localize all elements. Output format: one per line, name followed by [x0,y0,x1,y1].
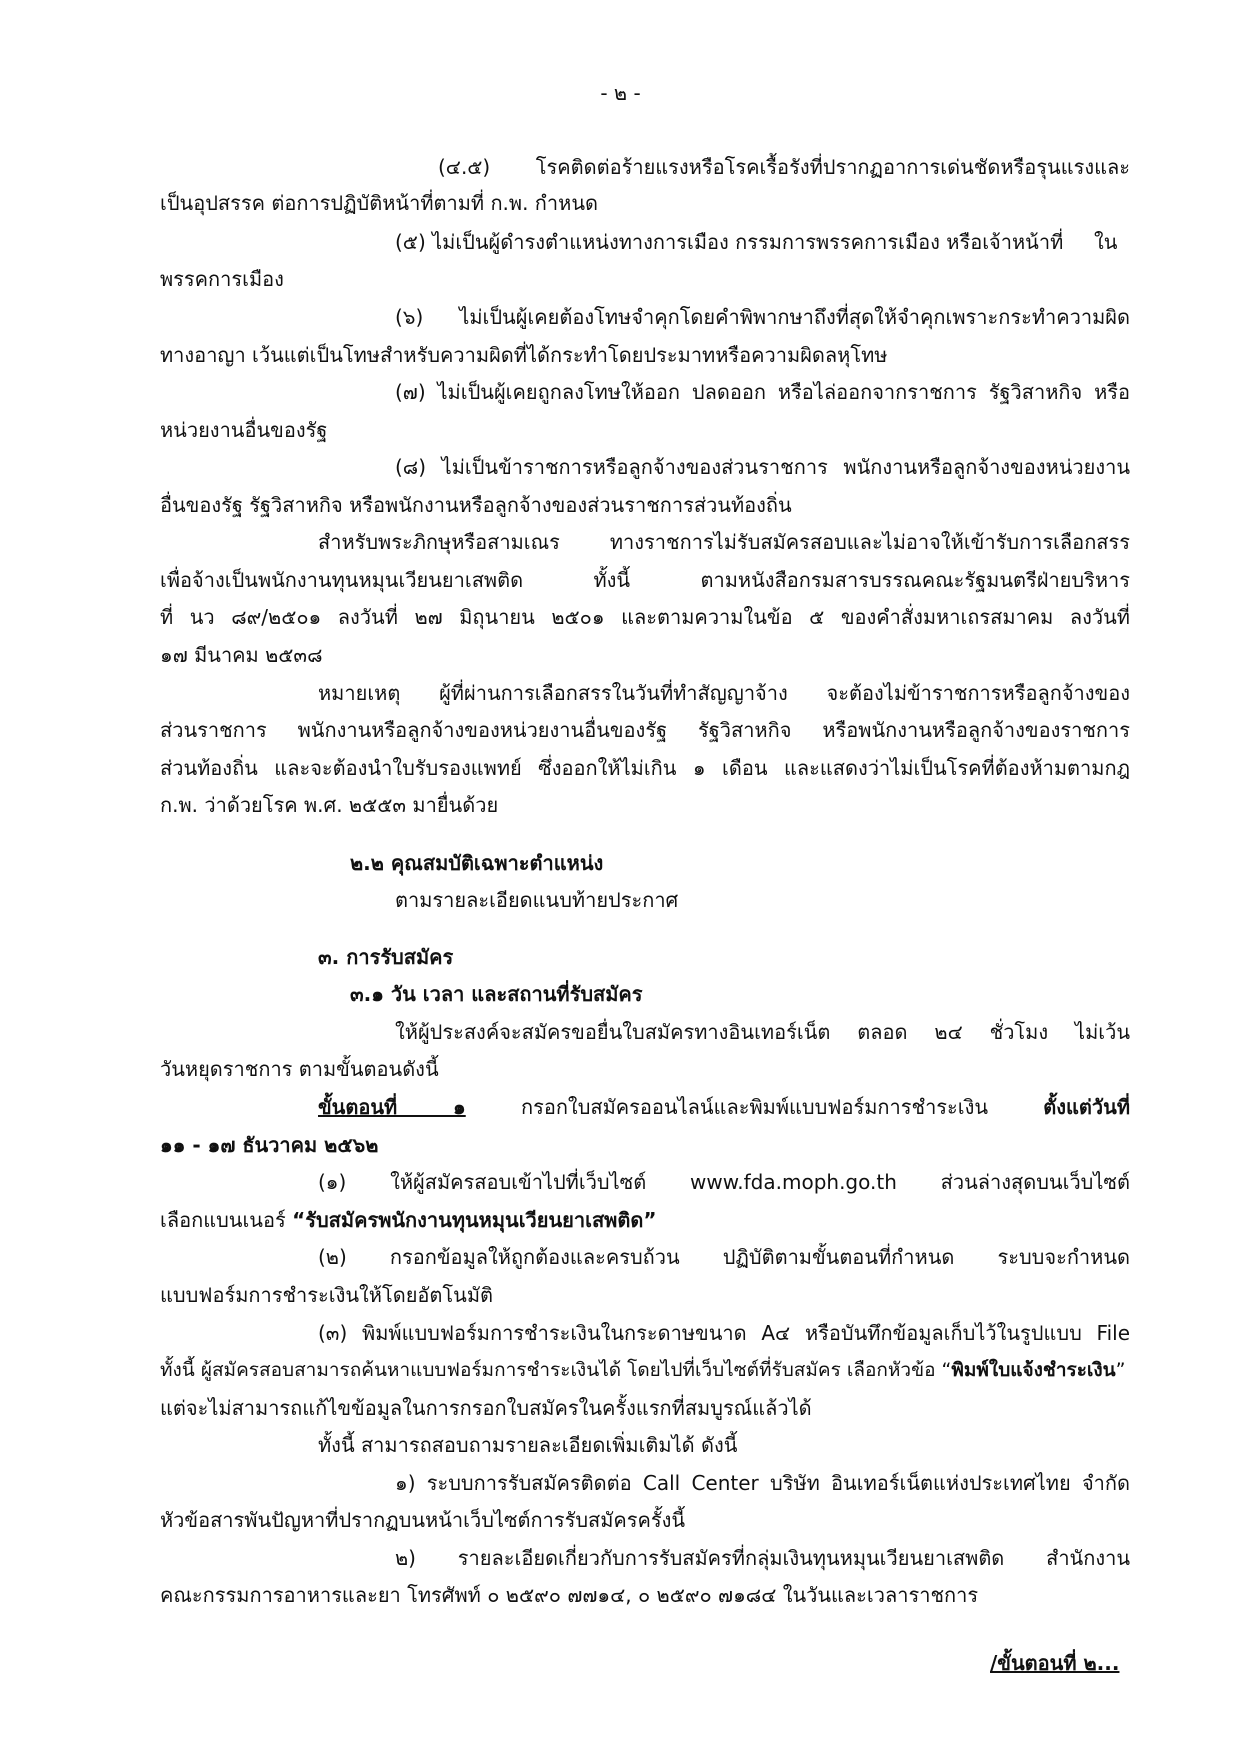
paragraph-line: (๔.๕) โรคติดต่อร้ายแรงหรือโรคเรื้อรังที่ปรากฏอาการเด่นชัดหรือรุนแรงและ [438,155,1130,179]
payment-topic-name: พิมพ์ใบแจ้งชำระเงิน [951,1359,1116,1381]
paragraph-line: ๑) ระบบการรับสมัครติดต่อ Call Center บริษัท อินเทอร์เน็ตแห่งประเทศไทย จำกัด [395,1471,1130,1495]
step-1-label: ขั้นตอนที่ ๑ [318,1095,466,1119]
paragraph-line: ส่วนท้องถิ่น และจะต้องนำใบรับรองแพทย์ ซึ่งออกให้ไม่เกิน ๑ เดือน และแสดงว่าไม่เป็นโรคที่ต้องห้ามตามกฎ [160,756,1130,780]
paragraph-line: แบบฟอร์มการชำระเงินให้โดยอัตโนมัติ [160,1283,494,1307]
step-1-date-label: ตั้งแต่วันที่ [1043,1095,1130,1119]
paragraph-line: (๖) ไม่เป็นผู้เคยต้องโทษจำคุกโดยคำพิพากษาถึงที่สุดให้จำคุกเพราะกระทำความผิด [395,305,1130,329]
paragraph-line: เพื่อจ้างเป็นพนักงานทุนหมุนเวียนยาเสพติด ทั้งนี้ ตามหนังสือกรมสารบรรณคณะรัฐมนตรีฝ่ายบริหาร [160,568,1130,592]
banner-instruction-line [160,1205,656,1235]
paragraph-line: คณะกรรมการอาหารและยา โทรศัพท์ ๐ ๒๕๙๐ ๗๗๑๔, ๐ ๒๕๙๐ ๗๑๘๔ ในวันและเวลาราชการ [160,1583,979,1607]
section-heading-3: ๓. การรับสมัคร [318,945,454,969]
page-number: - ๒ - [600,81,641,105]
section-heading-2-2: ๒.๒ คุณสมบัติเฉพาะตำแหน่ง [350,851,604,875]
paragraph-line: ส่วนราชการ พนักงานหรือลูกจ้างของหน่วยงานอื่นของรัฐ รัฐวิสาหกิจ หรือพนักงานหรือลูกจ้างของราชการ [160,718,1130,742]
paragraph-line: (๑) ให้ผู้สมัครสอบเข้าไปที่เว็บไซต์ www.fda.moph.go.th ส่วนล่างสุดบนเว็บไซต์ [318,1170,1130,1194]
payment-topic-line [160,1355,1126,1385]
next-page-marker: /ขั้นตอนที่ ๒... [990,1651,1120,1675]
banner-name: “รับสมัครพนักงานทุนหมุนเวียนยาเสพติด” [292,1208,657,1232]
paragraph-line: แต่จะไม่สามารถแก้ไขข้อมูลในการกรอกใบสมัครในครั้งแรกที่สมบูรณ์แล้วได้ [160,1396,812,1420]
step-1-text: กรอกใบสมัครออนไลน์และพิมพ์แบบฟอร์มการชำระเงิน [465,1095,1044,1119]
paragraph-line: หมายเหตุ ผู้ที่ผ่านการเลือกสรรในวันที่ทำสัญญาจ้าง จะต้องไม่ข้าราชการหรือลูกจ้างของ [318,681,1130,705]
paragraph-line: ทางอาญา เว้นแต่เป็นโทษสำหรับความผิดที่ได้กระทำโดยประมาทหรือความผิดลหุโทษ [160,343,888,367]
paragraph-line: (๒) กรอกข้อมูลให้ถูกต้องและครบถ้วน ปฏิบัติตามขั้นตอนที่กำหนด ระบบจะกำหนด [318,1245,1130,1269]
paragraph-line: ๑๗ มีนาคม ๒๕๓๘ [160,643,323,667]
paragraph-line: ที่ นว ๘๙/๒๕๐๑ ลงวันที่ ๒๗ มิถุนายน ๒๕๐๑ และตามความในข้อ ๕ ของคำสั่งมหาเถรสมาคม ลงวันที่ [160,605,1130,629]
paragraph-line: ตามรายละเอียดแนบท้ายประกาศ [395,888,679,912]
paragraph-line: ให้ผู้ประสงค์จะสมัครขอยื่นใบสมัครทางอินเทอร์เน็ต ตลอด ๒๔ ชั่วโมง ไม่เว้น [395,1020,1130,1044]
paragraph-line: ๒) รายละเอียดเกี่ยวกับการรับสมัครที่กลุ่มเงินทุนหมุนเวียนยาเสพติด สำนักงาน [395,1546,1130,1570]
step-1-date-range: ๑๑ - ๑๗ ธันวาคม ๒๕๖๒ [160,1133,379,1157]
paragraph-line: วันหยุดราชการ ตามขั้นตอนดังนี้ [160,1057,439,1081]
paragraph-line: (๘) ไม่เป็นข้าราชการหรือลูกจ้างของส่วนราชการ พนักงานหรือลูกจ้างของหน่วยงาน [395,455,1130,479]
banner-instruction-text: เลือกแบนเนอร์ [160,1208,293,1232]
paragraph-line: หน่วยงานอื่นของรัฐ [160,418,328,442]
paragraph-line: ใน [1094,230,1118,254]
paragraph-line: (๗) ไม่เป็นผู้เคยถูกลงโทษให้ออก ปลดออก หรือไล่ออกจากราชการ รัฐวิสาหกิจ หรือ [395,380,1130,404]
paragraph-line: พรรคการเมือง [160,267,284,291]
paragraph-line: ทั้งนี้ สามารถสอบถามรายละเอียดเพิ่มเติมได้ ดังนี้ [318,1433,738,1457]
paragraph-line: สำหรับพระภิกษุหรือสามเณร ทางราชการไม่รับสมัครสอบและไม่อาจให้เข้ารับการเลือกสรร [318,530,1130,554]
paragraph-line: (๕) ไม่เป็นผู้ดำรงตำแหน่งทางการเมือง กรรมการพรรคการเมือง หรือเจ้าหน้าที่ [395,230,1064,254]
section-heading-3-1: ๓.๑ วัน เวลา และสถานที่รับสมัคร [350,982,643,1006]
payment-topic-text: ทั้งนี้ ผู้สมัครสอบสามารถค้นหาแบบฟอร์มการชำระเงินได้ โดยไปที่เว็บไซต์ที่รับสมัคร เลือกหัวข้อ “ [160,1359,952,1381]
step-1-line [318,1092,1130,1122]
paragraph-line: อื่นของรัฐ รัฐวิสาหกิจ หรือพนักงานหรือลูกจ้างของส่วนราชการส่วนท้องถิ่น [160,493,792,517]
paragraph-line: เป็นอุปสรรค ต่อการปฏิบัติหน้าที่ตามที่ ก.พ. กำหนด [160,191,598,215]
payment-topic-close-quote: ” [1115,1359,1126,1381]
paragraph-line: ก.พ. ว่าด้วยโรค พ.ศ. ๒๕๕๓ มายื่นด้วย [160,793,499,817]
paragraph-line: หัวข้อสารพันปัญหาที่ปรากฏบนหน้าเว็บไซต์การรับสมัครครั้งนี้ [160,1508,686,1532]
paragraph-line: (๓) พิมพ์แบบฟอร์มการชำระเงินในกระดาษขนาด A๔ หรือบันทึกข้อมูลเก็บไว้ในรูปแบบ File [318,1321,1130,1345]
